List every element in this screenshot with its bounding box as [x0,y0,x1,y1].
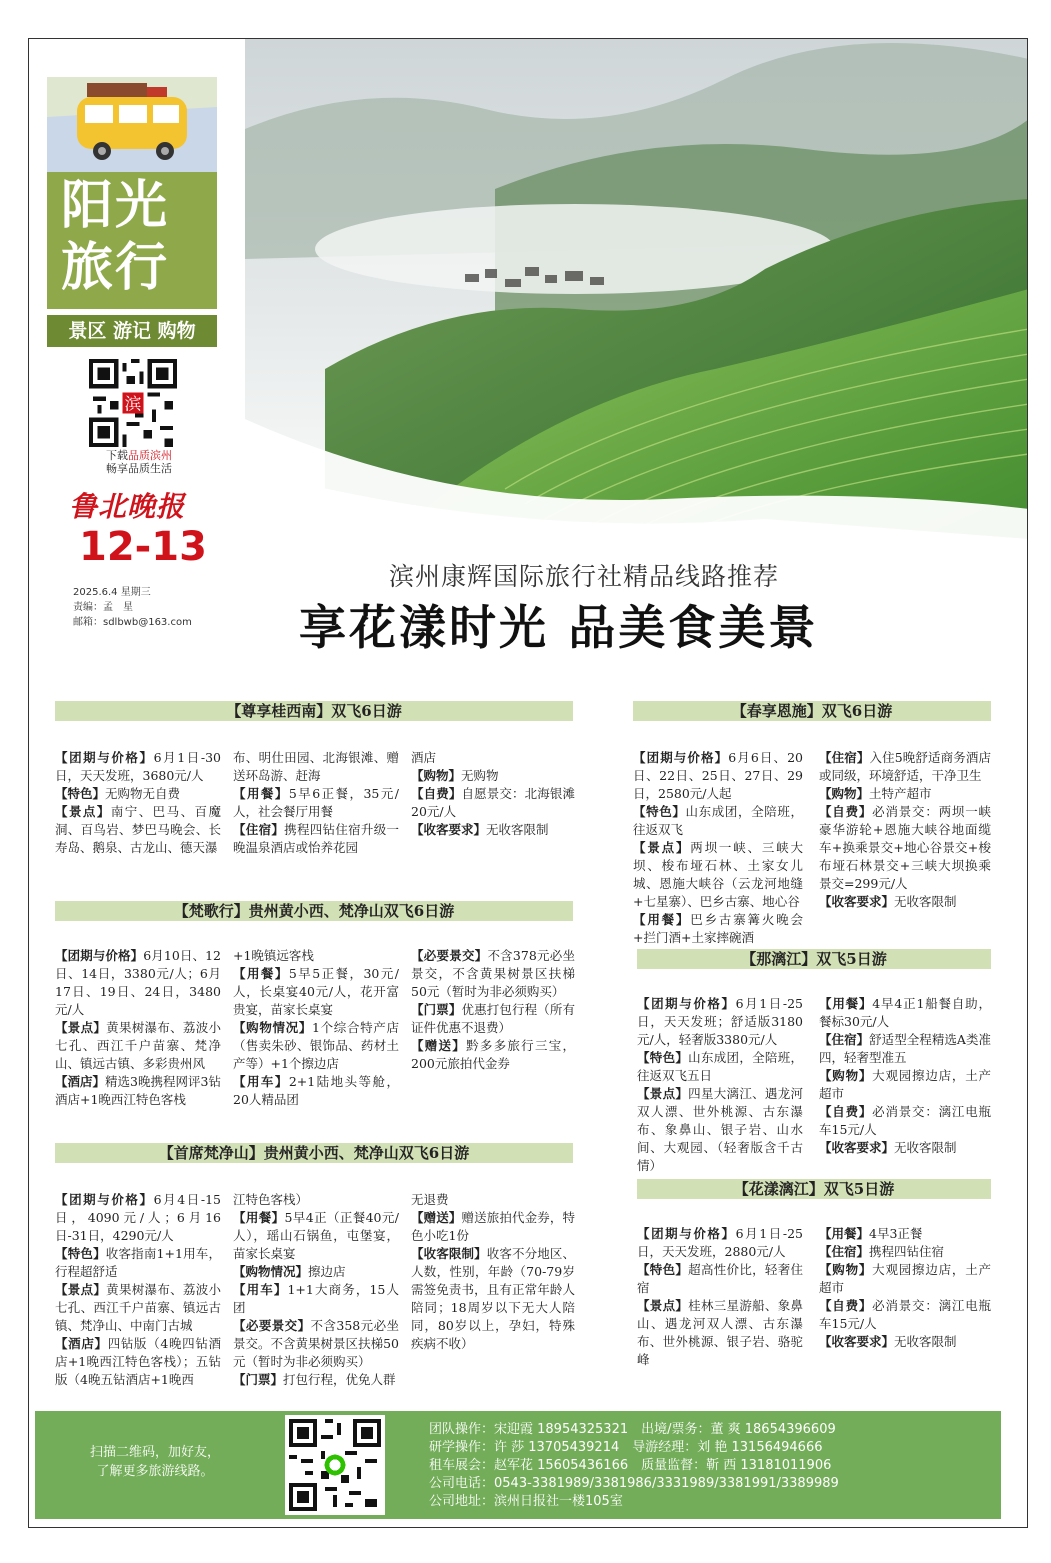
entry-key: 【必要景交】 [233,1318,311,1333]
route-col [637,995,803,1175]
entry-value: 土特产超市 [869,786,932,801]
contact-row: 租车展会：赵军花 15605436166 质量监督：靳 西 13181011906 [429,1458,832,1473]
route-title: 【那漓江】双飞5日游 [637,949,991,969]
entry-value: 不含358元必坐景交。不含黄果树景区扶梯50元（暂时为非必须购买） [233,1318,399,1369]
entry-value: 精选3晚携程网评3钻酒店+1晚西江特色客栈 [55,1074,221,1107]
entry-value: 必消景交：漓江电瓶车15元/人 [819,1298,991,1331]
route-entry [55,1281,221,1335]
entry-value: 自愿景交：北海银滩20元/人 [411,786,575,819]
entry-key: 【购物】 [819,786,870,801]
route-entry [55,1191,221,1245]
entry-value: 收客指南1+1用车，行程超舒适 [55,1246,221,1279]
entry-value: 打包行程，优免人群 [283,1372,396,1387]
entry-value: 4早3正餐 [869,1226,923,1241]
route-entry [233,1263,399,1281]
entry-key: 【收客要求】 [819,1140,895,1155]
entry-key: 【特色】 [55,786,106,801]
entry-value: 无收客限制 [894,1334,957,1349]
wechat-qr-code[interactable] [285,1415,385,1515]
route-entry [233,1281,399,1317]
entry-value: 赠送旅拍代金券，特色小吃1份 [411,1210,575,1243]
route-entry [411,1209,575,1245]
entry-value: 5早4正（正餐40元/人），瑶山石锅鱼，屯堡宴，苗家长桌宴 [233,1210,399,1261]
entry-key: 【住宿】 [233,822,285,837]
route-col [55,947,221,1109]
entry-key: 【酒店】 [55,1336,108,1351]
route-entry [55,785,221,803]
entry-key: 【景点】 [55,1282,107,1297]
entry-value: 2+1陆地头等舱，20人精品团 [233,1074,399,1107]
route-col [233,749,399,857]
entry-value: 1+1大商务，15人团 [233,1282,399,1315]
route-title: 【春享恩施】双飞6日游 [633,701,991,721]
route-entry [411,1037,575,1073]
entry-key: 【用餐】 [819,996,873,1011]
entry-key: 【住宿】 [819,750,870,765]
route-entry [411,1001,575,1037]
route-entry [819,1225,991,1243]
route-entry [411,821,575,839]
route-entry [233,1371,399,1389]
entry-value: 擦边店 [308,1264,346,1279]
masthead-block [47,77,217,309]
route-entry [637,1085,803,1175]
contact-row: 研学操作：许 莎 13705439214 导游经理：刘 艳 13156494666 [429,1440,823,1455]
route-entry [411,749,575,767]
route-entry [819,785,991,803]
entry-value: 6月1日-25日，天天发班；舒适版3180元/人，轻奢版3380元/人 [637,996,803,1047]
entry-value: 酒店 [411,750,437,765]
route-entry [55,1335,221,1389]
entry-key: 【酒店】 [55,1074,106,1089]
route-title: 【花漾漓江】双飞5日游 [637,1179,991,1199]
route-entry [411,1245,575,1353]
entry-key: 【景点】 [55,804,111,819]
entry-value: 黄果树瀑布、荔波小七孔、西江千户苗寨、梵净山、镇远古镇、多彩贵州风 [55,1020,221,1071]
route-entry [637,1225,803,1261]
route-col [411,947,575,1073]
entry-value: 5早5正餐，30元/人，长桌宴40元/人，花开富贵宴，苗家长桌宴 [233,966,399,1017]
entry-value: 无收客限制 [894,1140,957,1155]
entry-value: 6月1日-25日，天天发班，2880元/人 [637,1226,803,1259]
entry-key: 【用餐】 [233,1210,285,1225]
route-entry [55,1245,221,1281]
route-entry [633,803,803,839]
entry-value: 超高性价比，轻奢住宿 [637,1262,803,1295]
entry-key: 【赠送】 [411,1210,462,1225]
entry-key: 【用餐】 [633,912,691,927]
route-col [233,947,399,1109]
column-subtitle: 景区 游记 购物 [47,315,217,347]
route-entry [233,749,399,785]
route-entry [819,995,991,1031]
entry-value: 四星大漓江、遇龙河双人漂、世外桃源、古东瀑布、象鼻山、银子岩、山水间、大观园、（轻奢版含千古情） [637,1086,803,1173]
entry-value: 两坝一峡、三峡大坝、梭布垭石林、土家女儿城、恩施大峡谷（云龙河地缝+七星寨）、巴乡古寨、地心谷 [633,840,803,909]
route-entry [819,1333,991,1351]
route-entry [819,1297,991,1333]
route-entry [819,1031,991,1067]
entry-key: 【团期与价格】 [637,996,736,1011]
route-entry [55,1019,221,1073]
route-entry [633,839,803,911]
route-entry [819,1243,991,1261]
entry-value: 不含378元必坐景交，不含黄果树景区扶梯50元（暂时为非必须购买） [411,948,575,999]
entry-key: 【购物】 [819,1262,873,1277]
entry-key: 【特色】 [637,1262,689,1277]
entry-key: 【门票】 [233,1372,284,1387]
route-entry [55,1073,221,1109]
entry-value: 无购物 [461,768,499,783]
entry-value: 山东成团，全陪班，往返双飞五日 [637,1050,803,1083]
entry-value: 6月10日、12日、14日，3380元/人；6月17日、19日、24日，3480元/人 [55,948,221,1017]
contact-info [429,1421,869,1511]
issue-meta: 2025.6.4 星期三 责编：孟 星 邮箱：sdlbwb@163.com [73,587,192,628]
entry-value: 1个综合特产店（售卖朱砂、银饰品、药材土产等）+1个擦边店 [233,1020,399,1071]
entry-key: 【购物】 [411,768,462,783]
entry-value: 6月1日-30日，天天发班，3680元/人 [55,750,221,783]
hero-image [245,39,1028,559]
route-col [633,749,803,947]
entry-key: 【收客限制】 [411,1246,487,1261]
route-entry [819,1067,991,1103]
newspaper-logo: 鲁北晚报 [69,490,186,523]
route-entry [819,1261,991,1297]
entry-key: 【自费】 [819,804,873,819]
route-entry [411,1191,575,1209]
entry-value: 江特色客栈） [233,1192,309,1207]
route-col [55,749,221,857]
contact-row: 公司地址：滨州日报社一楼105室 [429,1494,623,1509]
entry-key: 【特色】 [633,804,686,819]
entry-value: 大观园擦边店，土产超市 [819,1262,991,1295]
entry-value: 南宁、巴马、百魔洞、百鸟岩、梦巴马晚会、长寿岛、鹅泉、古龙山、德天瀑 [55,804,221,855]
route-title: 【梵歌行】贵州黄小西、梵净山双飞6日游 [55,901,573,921]
entry-key: 【团期与价格】 [633,750,729,765]
contact-row: 团队操作：宋迎霞 18954325321 出境/票务：董 爽 18654396609 [429,1422,836,1437]
entry-key: 【自费】 [819,1104,873,1119]
route-title: 【尊享桂西南】双飞6日游 [55,701,573,721]
route-entry [233,947,399,965]
entry-value: 6月4日-15日，4090元/人；6月16日-31日，4290元/人 [55,1192,221,1243]
entry-key: 【用餐】 [819,1226,870,1241]
entry-key: 【自费】 [411,786,462,801]
entry-value: 无购物无自费 [105,786,181,801]
route-col [637,1225,803,1369]
entry-key: 【用餐】 [233,966,289,981]
page-subtitle: 滨州康辉国际旅行社精品线路推荐 [389,562,780,591]
route-entry [55,947,221,1019]
route-col [819,749,991,911]
entry-key: 【自费】 [819,1298,873,1313]
route-col [819,995,991,1157]
entry-key: 【购物情况】 [233,1264,309,1279]
entry-value: 布、明仕田园、北海银滩、赠送环岛游、赶海 [233,750,399,783]
entry-key: 【用车】 [233,1074,289,1089]
route-entry [233,1317,399,1371]
page-frame [28,38,1028,1528]
entry-value: 四钻版（4晚四钻酒店+1晚西江特色客栈）；五钻版（4晚五钻酒店+1晚西 [55,1336,221,1387]
route-col [233,1191,399,1389]
entry-key: 【住宿】 [819,1244,870,1259]
entry-key: 【景点】 [637,1298,689,1313]
route-col [55,1191,221,1389]
entry-value: 必消景交：漓江电瓶车15元/人 [819,1104,991,1137]
route-entry [55,803,221,857]
entry-key: 【收客要求】 [819,894,895,909]
scan-instruction: 扫描二维码，加好友，了解更多旅游线路。 [89,1445,220,1479]
route-col [411,1191,575,1353]
entry-key: 【团期与价格】 [55,750,154,765]
entry-value: 携程四钻住宿 [869,1244,945,1259]
entry-key: 【景点】 [633,840,691,855]
entry-key: 【门票】 [411,1002,462,1017]
entry-value: 无收客限制 [486,822,549,837]
entry-value: 携程四钻住宿升级一晚温泉酒店或怡养花园 [233,822,399,855]
route-entry [637,1049,803,1085]
entry-value: 山东成团，全陪班，往返双飞 [633,804,803,837]
entry-key: 【用车】 [233,1282,288,1297]
route-entry [637,995,803,1049]
entry-key: 【必要景交】 [411,948,488,963]
entry-value: 黔多多旅行三宝，200元旅拍代金券 [411,1038,575,1071]
entry-value: 入住5晚舒适商务酒店或同级，环境舒适，干净卫生 [819,750,991,783]
route-entry [633,911,803,947]
route-entry [233,1019,399,1073]
entry-key: 【景点】 [55,1020,107,1035]
route-entry [233,1191,399,1209]
route-col [819,1225,991,1351]
route-entry [637,1261,803,1297]
entry-key: 【团期与价格】 [637,1226,736,1241]
route-entry [633,749,803,803]
entry-key: 【景点】 [637,1086,689,1101]
entry-key: 【赠送】 [411,1038,467,1053]
qr-caption: 下载品质滨州 畅享品质生活 [106,449,172,475]
entry-key: 【购物】 [819,1068,873,1083]
entry-key: 【团期与价格】 [55,948,144,963]
entry-value: 桂林三星游船、象鼻山、遇龙河双人漂、古东瀑布、世外桃源、银子岩、骆驼峰 [637,1298,803,1367]
entry-value: 5早6正餐，35元/人，社会餐厅用餐 [233,786,399,819]
entry-value: 黄果树瀑布、荔波小七孔、西江千户苗寨、镇远古镇、梵净山、中南门古城 [55,1282,221,1333]
route-col [411,749,575,839]
app-qr-code[interactable] [89,359,177,447]
entry-key: 【用餐】 [233,786,289,801]
route-entry [233,965,399,1019]
van-icon [47,77,217,172]
route-title: 【首席梵净山】贵州黄小西、梵净山双飞6日游 [55,1143,573,1163]
entry-key: 【团期与价格】 [55,1192,154,1207]
route-entry [819,803,991,893]
route-entry [819,1139,991,1157]
route-entry [637,1297,803,1369]
entry-value: 无收客限制 [894,894,957,909]
route-entry [819,749,991,785]
column-title: 阳光 旅行 [61,176,170,298]
route-entry [233,821,399,857]
entry-key: 【住宿】 [819,1032,870,1047]
page-headline: 享花漾时光 品美食美景 [299,601,819,656]
page-number: 12-13 [79,524,207,570]
entry-key: 【收客要求】 [819,1334,895,1349]
entry-key: 【购物情况】 [233,1020,313,1035]
entry-value: +1晚镇远客栈 [233,948,314,963]
entry-key: 【特色】 [637,1050,689,1065]
route-entry [233,1209,399,1263]
contact-footer [35,1411,1001,1519]
entry-value: 6月6日、20日、22日、25日、27日、29日，2580元/人起 [633,750,803,801]
entry-value: 收客不分地区、人数，性别，年龄（70-79岁需签免责书，且有正常年龄人陪同；18周岁以下无大人陪同，80岁以上，孕妇，特殊疾病不收） [411,1246,575,1351]
entry-value: 必消景交：两坝一峡豪华游轮+恩施大峡谷地面缆车+换乘景交+地心谷景交+梭布垭石林景交+三峡大坝换乘景交=299元/人 [819,804,991,891]
entry-value: 巴乡古寨篝火晚会+拦门酒+土家摔碗酒 [633,912,803,945]
route-entry [233,785,399,821]
route-entry [411,767,575,785]
entry-value: 大观园擦边店，土产超市 [819,1068,991,1101]
entry-key: 【特色】 [55,1246,106,1261]
contact-row: 公司电话：0543-3381989/3381986/3331989/3381991/3389989 [429,1476,839,1491]
entry-value: 4早4正1船餐自助，餐标30元/人 [819,996,991,1029]
entry-value: 舒适型全程精选A类准四，轻奢型准五 [819,1032,991,1065]
entry-key: 【收客要求】 [411,822,487,837]
route-entry [411,947,575,1001]
route-entry [819,893,991,911]
route-entry [233,1073,399,1109]
route-entry [55,749,221,785]
qr-logo-text: 滨 [124,393,142,414]
route-entry [411,785,575,821]
entry-value: 无退费 [411,1192,449,1207]
route-entry [819,1103,991,1139]
entry-value: 优惠打包行程（所有证件优惠不退费） [411,1002,575,1035]
